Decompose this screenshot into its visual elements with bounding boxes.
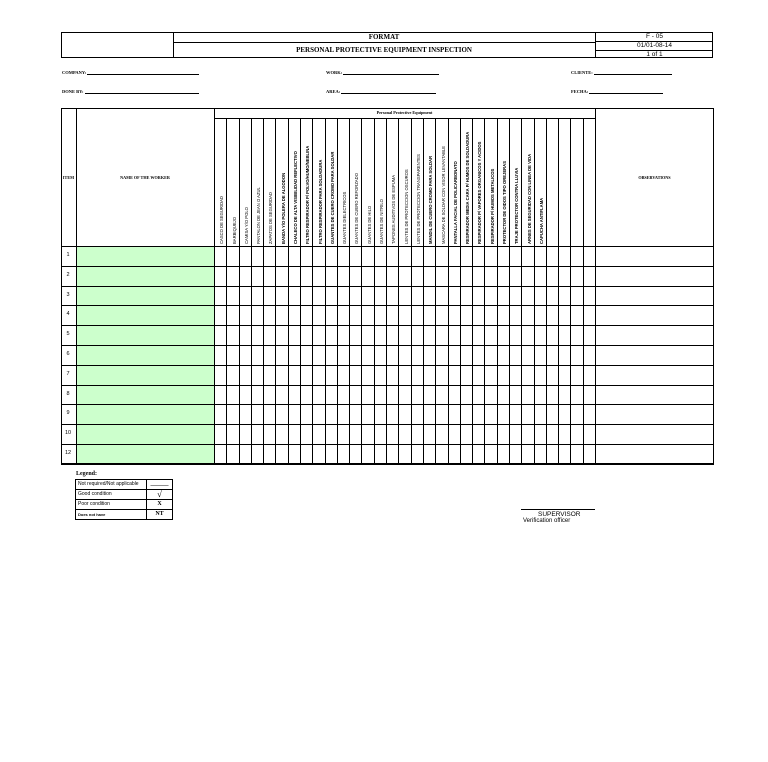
worker-name-cell[interactable] bbox=[77, 445, 214, 464]
ppe-column-header: PANTALON DE JEAN O AZUL bbox=[256, 187, 262, 244]
verification-officer-label: Verification officer bbox=[523, 518, 571, 524]
grid-line bbox=[239, 118, 240, 464]
done-by-label: DONE BY: bbox=[62, 89, 84, 94]
grid-line bbox=[558, 118, 559, 464]
ppe-column-header: CHALECO DE ALTA VISIBILIDAD REFLECTIVO bbox=[293, 151, 299, 244]
grid-line bbox=[570, 118, 571, 464]
ppe-column-header: RESPIRADOR MEDIA CARA P/ HUMOS DE SOLDADURA bbox=[465, 131, 471, 244]
grid-line bbox=[386, 118, 387, 464]
legend-row bbox=[76, 490, 172, 500]
fecha-label: FECHA: bbox=[571, 89, 589, 94]
work-input[interactable] bbox=[343, 74, 439, 75]
grid-line bbox=[251, 118, 252, 464]
ppe-column-header: FILTRO RESPIRADOR PARA SOLDADURA bbox=[317, 159, 323, 244]
ppe-column-header: MANDIL DE CUERO CROMO PARA SOLDAR bbox=[428, 155, 434, 244]
ppe-column-header: PANTALLA FACIAL DE POLICARBONATO bbox=[452, 161, 458, 244]
ppe-column-header: LENTES DE PROTECCION OSCUROS bbox=[403, 169, 409, 244]
grid-line bbox=[448, 118, 449, 464]
legend-row bbox=[76, 510, 172, 519]
grid-line bbox=[61, 444, 714, 445]
company-field[interactable] bbox=[62, 70, 199, 75]
legend-row bbox=[76, 500, 172, 510]
worker-name-cell[interactable] bbox=[77, 346, 214, 365]
worker-name-cell[interactable] bbox=[77, 247, 214, 266]
worker-name-cell[interactable] bbox=[77, 326, 214, 345]
work-field[interactable] bbox=[326, 70, 439, 75]
grid-line bbox=[61, 424, 714, 425]
fecha-field[interactable] bbox=[571, 89, 663, 94]
grid-line bbox=[61, 108, 714, 109]
company-label: COMPANY: bbox=[62, 70, 87, 75]
worker-name-cell[interactable] bbox=[77, 425, 214, 444]
grid-line bbox=[325, 118, 326, 464]
item-header: ITEM bbox=[62, 174, 75, 180]
signature-line bbox=[521, 509, 595, 510]
grid-line bbox=[288, 118, 289, 464]
area-label: AREA: bbox=[326, 89, 341, 94]
client-field[interactable] bbox=[571, 70, 672, 75]
ppe-column-header: LENTES DE PROTECCION TRANSPARENTES bbox=[415, 154, 421, 244]
observations-header: OBSERVATIONS bbox=[638, 174, 671, 180]
area-field[interactable] bbox=[326, 89, 436, 94]
grid-line bbox=[61, 365, 714, 366]
grid-line bbox=[546, 118, 547, 464]
legend-mark: √ bbox=[157, 489, 162, 499]
legend-mark: ______ bbox=[150, 481, 169, 487]
ppe-column-header: BANDA Y/O POLERA DE ALGODON bbox=[280, 172, 286, 244]
grid-line bbox=[423, 118, 424, 464]
grid-line bbox=[337, 118, 338, 464]
row-number: 7 bbox=[66, 370, 70, 377]
grid-line bbox=[61, 246, 714, 247]
grid-line bbox=[472, 118, 473, 464]
grid-line bbox=[374, 118, 375, 464]
legend-title: Legend: bbox=[76, 471, 97, 477]
ppe-column-header: FILTRO RESPIRADOR P/ POLVO/HUMO/NEBLINA bbox=[305, 145, 311, 244]
ppe-column-header: RESPIRADOR P/ HUMOS METALICOS bbox=[489, 168, 495, 244]
grid-line bbox=[61, 385, 714, 386]
fecha-input[interactable] bbox=[589, 93, 663, 94]
worker-name-cell[interactable] bbox=[77, 366, 214, 385]
grid-line bbox=[312, 118, 313, 464]
grid-line bbox=[484, 118, 485, 464]
worker-name-cell[interactable] bbox=[77, 306, 214, 325]
ppe-column-header: BARBIQUEJO bbox=[231, 217, 237, 244]
grid-line bbox=[61, 305, 714, 306]
legend-label: Does not have bbox=[76, 510, 147, 519]
client-label: CLIENTE: bbox=[571, 70, 593, 75]
grid-line bbox=[497, 118, 498, 464]
ppe-column-header: GUANTES DE CUERO REFORZADO bbox=[354, 173, 360, 244]
ppe-column-header: RESPIRADOR P/ VAPORES ORGANICOS Y ACIDOS bbox=[477, 141, 483, 244]
ppe-column-header: GUANTES DE NITRILO bbox=[379, 199, 385, 244]
legend-label: Not required/Not applicable bbox=[76, 480, 147, 489]
row-number: 8 bbox=[66, 390, 70, 397]
ppe-column-header: PROTECTOR DE OIDOS TIPO OREJERAS bbox=[501, 161, 507, 244]
row-number: 2 bbox=[66, 271, 70, 278]
grid-line bbox=[583, 118, 584, 464]
document-code-column bbox=[595, 33, 713, 57]
ppe-column-header: GUANTES DE HILO bbox=[366, 205, 372, 244]
legend-label: Poor condition bbox=[76, 500, 147, 509]
grid-line bbox=[534, 118, 535, 464]
document-code: F - 05 bbox=[596, 33, 713, 42]
area-input[interactable] bbox=[341, 93, 436, 94]
grid-line bbox=[398, 118, 399, 464]
grid-line bbox=[435, 118, 436, 464]
ppe-group-header: Personal Protective Equipment bbox=[376, 110, 433, 115]
form-title: PERSONAL PROTECTIVE EQUIPMENT INSPECTION bbox=[296, 46, 472, 54]
grid-line bbox=[411, 118, 412, 464]
worker-name-cell[interactable] bbox=[77, 287, 214, 306]
grid-line bbox=[61, 286, 714, 287]
legend-mark: NT bbox=[155, 511, 164, 517]
supervisor-label: SUPERVISOR bbox=[538, 511, 581, 518]
grid-line bbox=[521, 118, 522, 464]
legend-mark: X bbox=[157, 501, 162, 507]
grid-line bbox=[300, 118, 301, 464]
row-number: 10 bbox=[64, 430, 72, 437]
ppe-column-header: TAPONES AUDITIVOS DE ESPUMA bbox=[391, 174, 397, 244]
grid-line bbox=[275, 118, 276, 464]
row-number: 1 bbox=[66, 252, 70, 258]
logo-cell bbox=[62, 33, 174, 57]
form-header bbox=[61, 32, 713, 58]
grid-line bbox=[263, 118, 264, 464]
grid-line bbox=[61, 345, 714, 346]
done-by-field[interactable] bbox=[62, 89, 199, 94]
ppe-column-header: GUANTES DE CUERO CROMO PARA SOLDAR bbox=[329, 151, 335, 244]
row-number: 9 bbox=[66, 410, 70, 417]
ppe-column-header: CASCO DE SEGURIDAD bbox=[219, 196, 225, 244]
grid-line bbox=[61, 404, 714, 405]
ppe-column-header: GUANTES DIELECTRICOS bbox=[342, 191, 348, 244]
grid-line bbox=[61, 325, 714, 326]
grid-line bbox=[349, 118, 350, 464]
row-number: 3 bbox=[66, 291, 70, 298]
row-number: 6 bbox=[66, 351, 70, 357]
grid-line bbox=[61, 464, 714, 465]
ppe-column-header: CAPUCHA ANTIFLAMA bbox=[538, 197, 544, 244]
grid-line bbox=[61, 266, 714, 267]
worker-name-cell[interactable] bbox=[77, 405, 214, 424]
row-number: 4 bbox=[66, 311, 70, 318]
client-input[interactable] bbox=[594, 74, 672, 75]
worker-name-cell[interactable] bbox=[77, 267, 214, 286]
ppe-column-header: TRAJE PROTECTOR CONTRA LLUVIA bbox=[514, 167, 520, 244]
done-by-input[interactable] bbox=[85, 93, 199, 94]
work-label: WORK: bbox=[326, 70, 343, 75]
grid-line bbox=[509, 118, 510, 464]
grid-line bbox=[460, 118, 461, 464]
document-date: 01/01-08-14 bbox=[596, 42, 713, 51]
grid-line bbox=[226, 118, 227, 464]
worker-name-cell[interactable] bbox=[77, 386, 214, 405]
grid-line bbox=[214, 118, 595, 119]
format-label: FORMAT bbox=[173, 33, 595, 43]
ppe-column-header: MASCARA DE SOLDAR CON VISOR LEVANTABLE bbox=[440, 145, 446, 244]
grid-line bbox=[361, 118, 362, 464]
ppe-column-header: ARNES DE SEGURIDAD CON LINEA DE VIDA bbox=[526, 153, 532, 244]
worker-name-header: NAME OF THE WORKER bbox=[120, 174, 170, 180]
inspection-table bbox=[61, 108, 714, 464]
row-number: 12 bbox=[64, 450, 72, 456]
row-number: 5 bbox=[66, 331, 70, 338]
legend-label: Good condition bbox=[76, 490, 147, 499]
legend-table bbox=[75, 479, 173, 520]
ppe-column-header: CAMISA Y/O POLO bbox=[243, 207, 249, 244]
page-indicator: 1 of 1 bbox=[646, 51, 663, 58]
ppe-column-header: ZAPATOS DE SEGURIDAD bbox=[268, 192, 274, 244]
company-input[interactable] bbox=[87, 74, 199, 75]
